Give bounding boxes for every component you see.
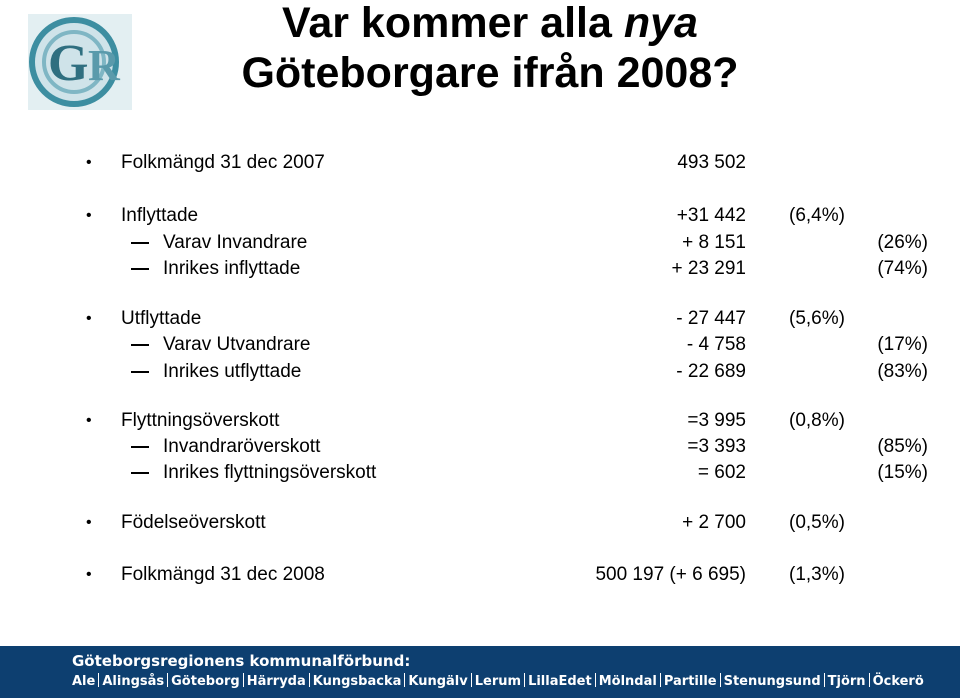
gr-logo — [28, 14, 132, 110]
stat-value: 500 197 (+ 6 695) — [595, 564, 746, 585]
stat-value: +31 442 — [676, 205, 746, 226]
separator — [524, 673, 525, 687]
separator — [660, 673, 661, 687]
municipality-name: Tjörn — [827, 674, 866, 689]
stat-percent: (0,8%) — [789, 410, 845, 431]
stat-percent: (83%) — [877, 361, 928, 382]
bullet-icon: • — [86, 412, 92, 429]
stat-label: Invandraröverskott — [163, 436, 321, 457]
stat-row — [0, 510, 960, 536]
stat-subrow — [0, 332, 960, 358]
municipality-name: Ale — [72, 674, 96, 689]
stat-value: + 23 291 — [671, 258, 746, 279]
stat-subrow — [0, 434, 960, 460]
municipality-name: Mölndal — [598, 674, 657, 689]
separator — [595, 673, 596, 687]
stat-percent: (85%) — [877, 436, 928, 457]
separator — [471, 673, 472, 687]
separator — [824, 673, 825, 687]
dash-icon — [131, 460, 149, 486]
separator — [869, 673, 870, 687]
stat-value: = 602 — [697, 462, 746, 483]
municipality-name: Partille — [663, 674, 717, 689]
municipality-name: LillaEdet — [528, 674, 592, 689]
municipality-name: Stenungsund — [723, 674, 821, 689]
bullet-icon: • — [86, 154, 92, 171]
title-line2: Göteborgare ifrån 2008? — [241, 49, 739, 97]
stat-row — [0, 562, 960, 588]
stat-percent: (6,4%) — [789, 205, 845, 226]
stat-row — [0, 408, 960, 434]
stat-value: - 27 447 — [676, 308, 746, 329]
stat-row — [0, 203, 960, 229]
stat-percent: (26%) — [877, 232, 928, 253]
stat-percent: (15%) — [877, 462, 928, 483]
stat-subrow — [0, 359, 960, 385]
stat-label: Flyttningsöverskott — [121, 410, 280, 431]
dash-icon — [131, 434, 149, 460]
separator — [720, 673, 721, 687]
separator — [404, 673, 405, 687]
stat-label: Folkmängd 31 dec 2008 — [121, 564, 325, 585]
dash-icon — [131, 332, 149, 358]
stat-subrow — [0, 256, 960, 282]
stat-label: Varav Utvandrare — [163, 334, 311, 355]
stat-label: Inflyttade — [121, 205, 199, 226]
stat-value: =3 995 — [687, 410, 746, 431]
stat-subrow — [0, 460, 960, 486]
stat-label: Folkmängd 31 dec 2007 — [121, 152, 325, 173]
stat-label: Födelseöverskott — [121, 512, 266, 533]
municipality-name: Lerum — [474, 674, 522, 689]
bullet-icon: • — [86, 566, 92, 583]
stat-label: Varav Invandrare — [163, 232, 308, 253]
stat-value: + 8 151 — [682, 232, 746, 253]
municipality-name: Alingsås — [102, 674, 165, 689]
bullet-icon: • — [86, 310, 92, 327]
stat-label: Utflyttade — [121, 308, 202, 329]
municipality-name: Kungsbacka — [312, 674, 402, 689]
page-title — [140, 0, 840, 98]
stat-value: + 2 700 — [682, 512, 746, 533]
bullet-icon: • — [86, 207, 92, 224]
stat-value: =3 393 — [687, 436, 746, 457]
stat-percent: (5,6%) — [789, 308, 845, 329]
stat-value: 493 502 — [677, 152, 746, 173]
stat-label: Inrikes flyttningsöverskott — [163, 462, 377, 483]
title-line1: Var kommer alla nya — [282, 0, 698, 47]
footer-title: Göteborgsregionens kommunalförbund: — [72, 652, 411, 670]
stat-value: - 4 758 — [686, 334, 746, 355]
stat-percent: (1,3%) — [789, 564, 845, 585]
municipality-list — [72, 673, 924, 689]
dash-icon — [131, 230, 149, 256]
svg-text:G: G — [48, 35, 89, 92]
stat-value: - 22 689 — [676, 361, 746, 382]
stat-subrow — [0, 230, 960, 256]
footer-banner — [0, 646, 960, 698]
separator — [167, 673, 168, 687]
stat-percent: (17%) — [877, 334, 928, 355]
stat-percent: (0,5%) — [789, 512, 845, 533]
dash-icon — [131, 359, 149, 385]
municipality-name: Kungälv — [408, 674, 468, 689]
separator — [243, 673, 244, 687]
stat-row — [0, 150, 960, 176]
bullet-icon: • — [86, 514, 92, 531]
separator — [309, 673, 310, 687]
svg-text:R: R — [88, 41, 120, 90]
municipality-name: Öckerö — [872, 674, 924, 689]
stat-row — [0, 306, 960, 332]
municipality-name: Göteborg — [171, 674, 240, 689]
separator — [98, 673, 99, 687]
stat-label: Inrikes inflyttade — [163, 258, 301, 279]
municipality-name: Härryda — [246, 674, 306, 689]
stat-percent: (74%) — [877, 258, 928, 279]
stat-label: Inrikes utflyttade — [163, 361, 302, 382]
dash-icon — [131, 256, 149, 282]
